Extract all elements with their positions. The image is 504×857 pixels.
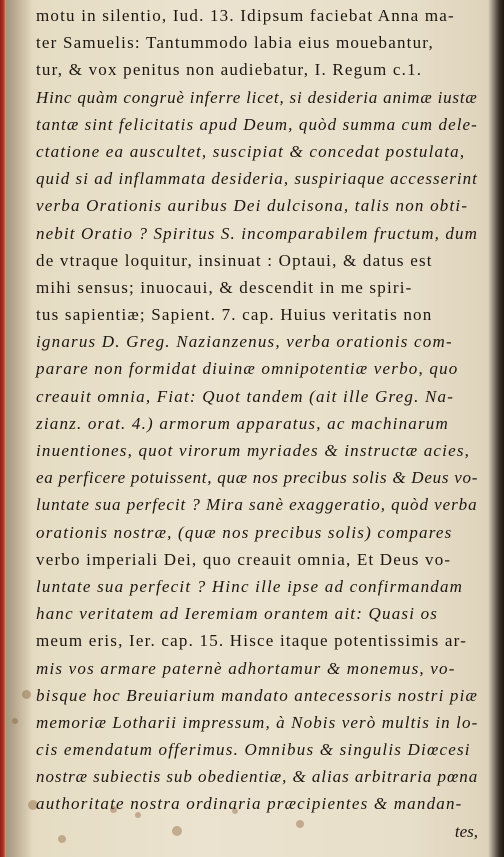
text-line: ctatione ea auscultet, suscipiat & concedat postulata, xyxy=(36,141,466,161)
text-line: parare non formidat diuinæ omnipotentiæ verbo, quo xyxy=(36,359,459,379)
text-line: authoritate nostra ordinaria præcipientes & mandan- xyxy=(36,794,463,814)
text-line: quid si ad inflammata desideria, suspiriaque accesserint xyxy=(36,169,478,189)
right-page-edge xyxy=(488,0,504,857)
text-line: nebit Oratio ? Spiritus S. incomparabilem fructum, dum xyxy=(36,223,479,243)
text-line: hanc veritatem ad Ieremiam orantem ait: Quasi os xyxy=(36,604,439,624)
text-line: tantæ sint felicitatis apud Deum, quòd summa cum dele- xyxy=(36,114,478,134)
text-line: mis vos armare paternè adhortamur & monemus, vo- xyxy=(36,658,456,678)
page-text xyxy=(36,2,478,845)
foxing-stain xyxy=(12,718,18,724)
text-line: de vtraque loquitur, insinuat : Optaui, & datus est xyxy=(36,250,433,270)
text-line: mihi sensus; inuocaui, & descendit in me spiri- xyxy=(36,277,413,297)
text-line: luntate sua perfecit ? Mira sanè exaggeratio, quòd verba xyxy=(36,495,478,515)
text-line: nostræ subiectis sub obedientiæ, & alias arbitraria pœna xyxy=(36,767,479,787)
text-line: creauit omnia, Fiat: Quot tandem (ait ille Greg. Na- xyxy=(36,386,455,406)
text-line: bisque hoc Breuiarium mandato antecessoris nostri piæ xyxy=(36,685,478,705)
text-line: zianz. orat. 4.) armorum apparatus, ac machinarum xyxy=(36,413,449,433)
text-line: verbo imperiali Dei, quo creauit omnia, Et Deus vo- xyxy=(36,549,452,569)
text-line: verba Orationis auribus Dei dulcisona, talis non obti- xyxy=(36,196,469,216)
text-line: tus sapientiæ; Sapient. 7. cap. Huius veritatis non xyxy=(36,305,433,325)
text-line: inuentiones, quot virorum myriades & instructæ acies, xyxy=(36,441,471,460)
text-line: ea perficere potuissent, quæ nos precibus solis & Deus vo- xyxy=(36,468,479,488)
text-line: ignarus D. Greg. Nazianzenus, verba orationis com- xyxy=(36,332,453,352)
text-line: motu in silentio, Iud. 13. Idipsum faciebat Anna ma- xyxy=(36,6,455,25)
spine-shadow xyxy=(6,0,32,857)
text-line: meum eris, Ier. cap. 15. Hisce itaque potentissimis ar- xyxy=(36,631,468,651)
text-line: cis emendatum offerimus. Omnibus & singulis Diœcesi xyxy=(36,740,471,760)
text-line: luntate sua perfecit ? Hinc ille ipse ad confirmandam xyxy=(36,576,464,596)
text-line: memoriæ Lotharii impressum, à Nobis verò multis in lo- xyxy=(36,712,479,732)
text-line: tur, & vox penitus non audiebatur, I. Regum c.1. xyxy=(36,60,423,80)
foxing-stain xyxy=(22,690,31,699)
text-line: ter Samuelis: Tantummodo labia eius mouebantur, xyxy=(36,33,434,53)
text-line: Hinc quàm congruè inferre licet, si desideria animæ iustæ xyxy=(36,87,478,107)
catchword: tes, xyxy=(454,821,478,841)
text-line: orationis nostræ, (quæ nos precibus solis) compares xyxy=(36,522,453,542)
